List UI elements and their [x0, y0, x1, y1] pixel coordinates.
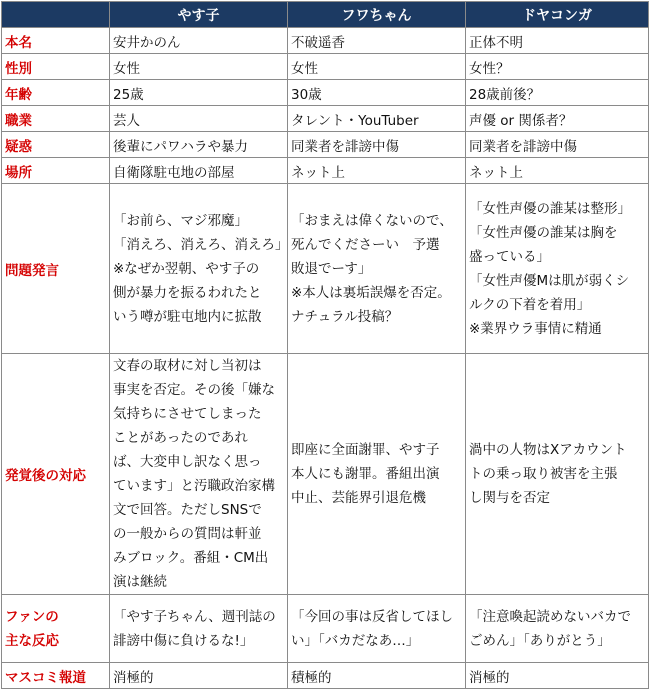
line: 「女性声優Mは肌が弱くシ — [469, 272, 630, 289]
cell-fuwa: 不破遥香 — [288, 28, 466, 54]
line: 本人にも謝罪。番組出演 — [291, 466, 440, 482]
cell-doyakonga: ネット上 — [466, 158, 649, 184]
row-label: 本名 — [2, 28, 110, 54]
line: ごめん」「ありがとう」 — [469, 632, 611, 649]
cell-doyakonga: 消極的 — [466, 663, 649, 689]
line: 側が暴力を振るわれたと — [113, 284, 262, 301]
cell-yasuko: 安井かのん — [110, 28, 288, 54]
row-age — [2, 80, 649, 106]
line: 「今回の事は反省してほし — [291, 608, 453, 625]
line: 渦中の人物はXアカウント — [469, 442, 627, 458]
line: いう噂が駐屯地内に拡散 — [113, 308, 262, 325]
cell-doyakonga — [466, 184, 649, 354]
line: 「やす子ちゃん、週刊誌の — [113, 608, 276, 625]
line: ファンの — [5, 608, 59, 625]
row-label — [2, 595, 110, 663]
row-response — [2, 354, 649, 595]
header-yasuko: やす子 — [110, 2, 288, 28]
line: 文で回答。ただしSNSで — [113, 502, 262, 518]
row-label: 年齢 — [2, 80, 110, 106]
row-label: マスコミ報道 — [2, 663, 110, 689]
cell-fuwa — [288, 184, 466, 354]
line: 気持ちにさせてしまった — [113, 406, 262, 422]
line: 「お前ら、マジ邪魔」 — [113, 212, 248, 229]
row-label: 場所 — [2, 158, 110, 184]
line: ことがあったのであれ — [113, 430, 248, 446]
line: の一般からの質問は軒並 — [113, 526, 262, 542]
cell-fuwa: 女性 — [288, 54, 466, 80]
row-allegation — [2, 132, 649, 158]
row-label: 発覚後の対応 — [2, 354, 110, 595]
row-occupation — [2, 106, 649, 132]
line: 誹謗中傷に負けるな!」 — [113, 632, 254, 649]
cell-fuwa — [288, 354, 466, 595]
cell-yasuko — [110, 184, 288, 354]
line: ※なぜか翌朝、やす子の — [113, 260, 260, 277]
row-fan-reaction — [2, 595, 649, 663]
row-label: 性別 — [2, 54, 110, 80]
line: ルクの下着を着用」 — [469, 296, 591, 313]
line: 「女性声優の誰某は整形」 — [469, 200, 631, 217]
cell-doyakonga: 28歳前後？ — [466, 80, 649, 106]
line: 中止、芸能界引退危機 — [291, 490, 426, 506]
cell-doyakonga: 女性？ — [466, 54, 649, 80]
cell-fuwa: ネット上 — [288, 158, 466, 184]
line: 演は継続 — [113, 574, 167, 590]
cell-doyakonga: 同業者を誹謗中傷 — [466, 132, 649, 158]
cell-fuwa: 30歳 — [288, 80, 466, 106]
cell-yasuko: 後輩にパワハラや暴力 — [110, 132, 288, 158]
header-fuwa: フワちゃん — [288, 2, 466, 28]
cell-fuwa: 同業者を誹謗中傷 — [288, 132, 466, 158]
cell-yasuko: 芸人 — [110, 106, 288, 132]
line: 敗退でーす」 — [291, 260, 372, 277]
line: 「注意喚起読めないバカで — [469, 608, 631, 625]
line: ています」と汚職政治家構 — [113, 478, 275, 494]
row-problem-remarks — [2, 184, 649, 354]
cell-doyakonga: 声優 or 関係者？ — [466, 106, 649, 132]
row-gender — [2, 54, 649, 80]
line: トの乗っ取り被害を主張 — [469, 466, 618, 482]
line: 「女性声優の誰某は胸を — [469, 224, 618, 241]
cell-yasuko — [110, 354, 288, 595]
row-location — [2, 158, 649, 184]
cell-yasuko: 消極的 — [110, 663, 288, 689]
line: 死んでくださーい 予選 — [291, 236, 440, 253]
line: い」「バカだなあ…」 — [291, 632, 420, 649]
cell-doyakonga: 正体不明 — [466, 28, 649, 54]
cell-fuwa: タレント・YouTuber — [288, 106, 466, 132]
cell-doyakonga — [466, 354, 649, 595]
line: し関与を否定 — [469, 490, 550, 506]
cell-fuwa — [288, 595, 466, 663]
row-real-name — [2, 28, 649, 54]
row-label: 職業 — [2, 106, 110, 132]
line: ば、大変申し訳なく思っ — [113, 454, 262, 470]
cell-fuwa: 積極的 — [288, 663, 466, 689]
line: 主な反応 — [5, 632, 59, 649]
line: 文春の取材に対し当初は — [113, 358, 262, 374]
row-label: 疑惑 — [2, 132, 110, 158]
row-label: 問題発言 — [2, 184, 110, 354]
header-row — [2, 2, 649, 28]
cell-yasuko: 25歳 — [110, 80, 288, 106]
line: みブロック。番組・CM出 — [113, 550, 269, 566]
line: 「消えろ、消えろ、消えろ」 — [113, 236, 289, 253]
line: ※業界ウラ事情に精通 — [469, 320, 602, 337]
line: ナチュラル投稿？ — [291, 308, 399, 325]
line: 盛っている」 — [469, 248, 550, 265]
line: 即座に全面謝罪、やす子 — [291, 442, 440, 458]
line: ※本人は裏垢誤爆を否定。 — [291, 284, 451, 301]
line: 「おまえは偉くないので、 — [291, 212, 453, 229]
cell-doyakonga — [466, 595, 649, 663]
header-doyakonga: ドヤコンガ — [466, 2, 649, 28]
cell-yasuko: 自衛隊駐屯地の部屋 — [110, 158, 288, 184]
comparison-table — [1, 1, 649, 689]
header-corner — [2, 2, 110, 28]
line: 事実を否定。その後「嫌な — [113, 382, 275, 398]
cell-yasuko: 女性 — [110, 54, 288, 80]
cell-yasuko — [110, 595, 288, 663]
